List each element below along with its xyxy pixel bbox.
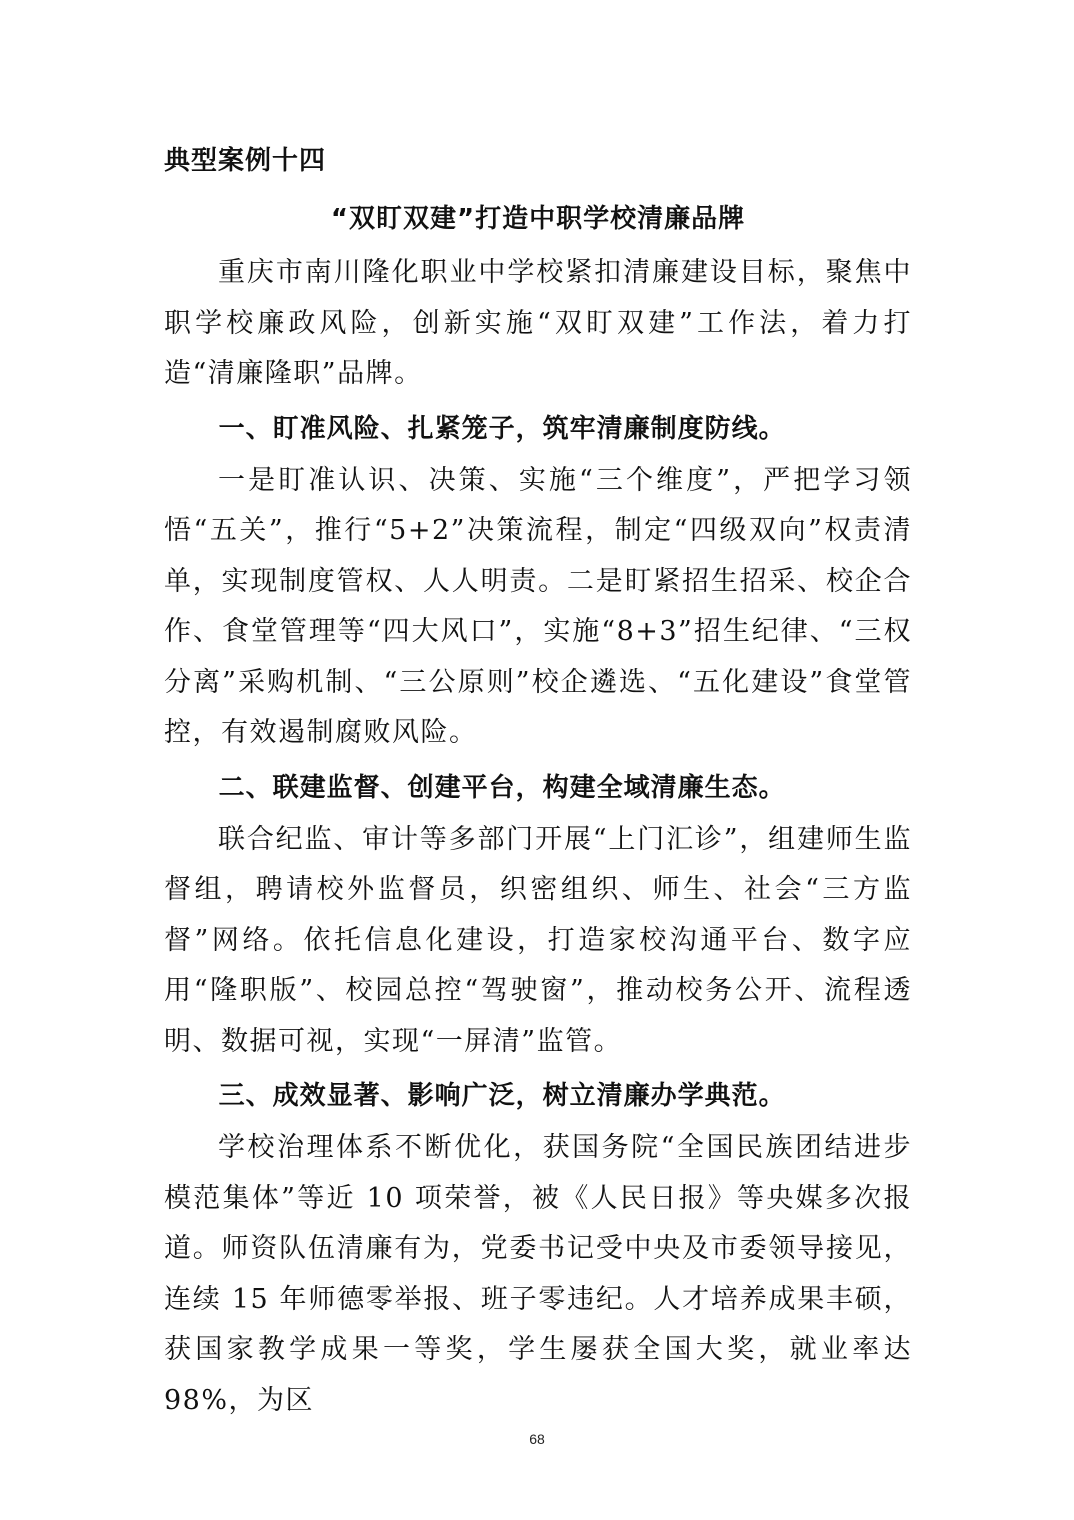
document-title: “双盯双建”打造中职学校清廉品牌 — [330, 204, 746, 234]
section-body-1: 一是盯准认识、决策、实施“三个维度”，严把学习领悟“五关”，推行“5+2”决策流程，制定“四级双向”权责清单，实现制度管权、人人明责。二是盯紧招生招采、校企合作、食堂管理等“四大风口”，实施“8+3”招生纪律、“三权分离”采购机制、“三公原则”校企遴选、“五化建设”食堂管控，有效遏制腐败风险。 — [164, 464, 912, 748]
section-heading-1: 一、盯准风险、扎紧笼子，筑牢清廉制度防线。 — [218, 413, 786, 444]
section-heading-2: 二、联建监督、创建平台，构建全域清廉生态。 — [218, 772, 786, 803]
document-page — [164, 138, 912, 1426]
case-label: 典型案例十四 — [164, 146, 327, 176]
section-body-3: 学校治理体系不断优化，获国务院“全国民族团结进步模范集体”等近 10 项荣誉，被《人民日报》等央媒多次报道。师资队伍清廉有为，党委书记受中央及市委领导接见，连续 15 年师德零举报、班子零违纪。人才培养成果丰硕，获国家教学成果一等奖，学生屡获全国大奖，就业率达 98%，为区 — [164, 1132, 912, 1416]
page-number: 68 — [529, 1431, 545, 1447]
intro-paragraph: 重庆市南川隆化职业中学校紧扣清廉建设目标，聚焦中职学校廉政风险，创新实施“双盯双建”工作法，着力打造“清廉隆职”品牌。 — [164, 257, 912, 389]
section-heading-3: 三、成效显著、影响广泛，树立清廉办学典范。 — [218, 1081, 786, 1111]
section-body-2: 联合纪监、审计等多部门开展“上门汇诊”，组建师生监督组，聘请校外监督员，织密组织、师生、社会“三方监督”网络。依托信息化建设，打造家校沟通平台、数字应用“隆职版”、校园总控“驾驶窗”，推动校务公开、流程透明、数据可视，实现“一屏清”监管。 — [164, 823, 912, 1057]
